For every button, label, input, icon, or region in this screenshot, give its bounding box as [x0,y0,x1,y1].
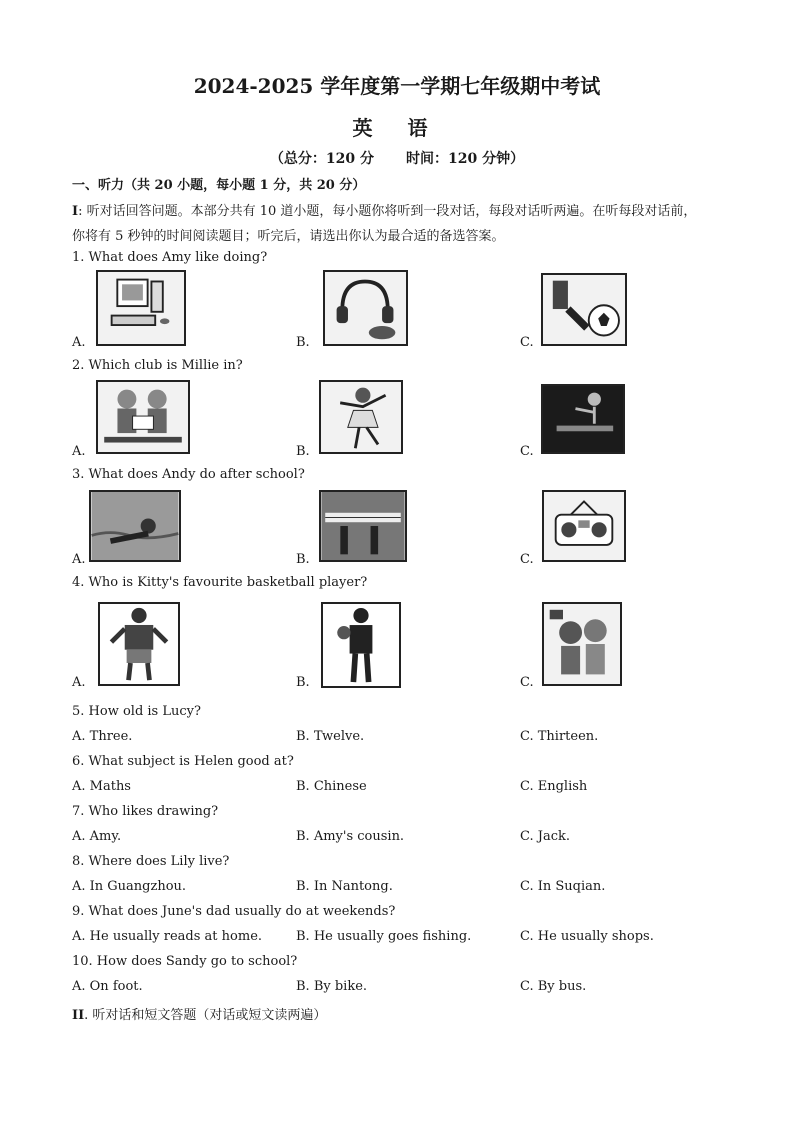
q10-option-b[interactable]: B. By bike. [296,979,368,994]
question-10: 10. How does Sandy go to school? [72,954,298,969]
q7-option-a[interactable]: A. Amy. [72,829,122,844]
exam-info [0,148,794,168]
radio-icon[interactable] [542,490,626,562]
volleyball-icon[interactable] [319,490,407,562]
subject-title: 英 语 [352,116,442,140]
q9-option-b[interactable]: B. He usually goes fishing. [296,929,472,944]
q5-option-a[interactable]: A. Three. [72,729,133,744]
basketball-player-icon[interactable] [98,602,180,686]
headphones-icon[interactable] [323,270,408,346]
reading-kids-icon[interactable] [96,380,190,454]
table-tennis-icon[interactable] [541,384,625,454]
basketball-player-icon[interactable] [321,602,401,688]
q3-option-a[interactable]: A. [72,552,86,567]
q7-option-c[interactable]: C. Jack. [520,829,571,844]
question-8: 8. Where does Lily live? [72,854,230,869]
q2-option-a[interactable]: A. [72,444,86,459]
question-3: 3. What does Andy do after school? [72,467,305,482]
q8-option-c[interactable]: C. In Suqian. [520,879,606,894]
football-icon[interactable] [541,273,627,346]
question-4: 4. Who is Kitty's favourite basketball player? [72,575,368,590]
q2-option-b[interactable]: B. [296,444,310,459]
q3-option-c[interactable]: C. [520,552,534,567]
q7-option-b[interactable]: B. Amy's cousin. [296,829,405,844]
question-9: 9. What does June's dad usually do at weekends? [72,904,396,919]
q1-option-a[interactable]: A. [72,335,86,350]
q4-option-b[interactable]: B. [296,675,310,690]
exam-time: 时间：120 分钟） [406,151,525,167]
question-5: 5. How old is Lucy? [72,704,201,719]
q2-option-c[interactable]: C. [520,444,534,459]
q6-option-a[interactable]: A. Maths [72,779,131,794]
part1-instructions-2: 你将有 5 秒钟的时间阅读题目；听完后，请选出你认为最合适的备选答案。 [72,229,505,244]
two-kids-icon[interactable] [542,602,622,686]
q5-option-c[interactable]: C. Thirteen. [520,729,599,744]
question-7: 7. Who likes drawing? [72,804,219,819]
part1-instructions: I: 听对话回答问题。本部分共有 10 道小题，每小题你将听到一段对话，每段对话听两遍。在听每段对话前， [72,204,697,219]
total-score: （总分：120 分 [269,151,374,167]
dancing-girl-icon[interactable] [319,380,403,454]
exam-title: 2024-2025 学年度第一学期七年级期中考试 [193,74,601,98]
q6-option-c[interactable]: C. English [520,779,588,794]
question-1: 1. What does Amy like doing? [72,250,268,265]
q10-option-c[interactable]: C. By bus. [520,979,587,994]
section-heading: 一、听力（共 20 小题，每小题 1 分，共 20 分） [72,178,366,193]
q3-option-b[interactable]: B. [296,552,310,567]
q6-option-b[interactable]: B. Chinese [296,779,367,794]
q8-option-a[interactable]: A. In Guangzhou. [72,879,187,894]
q1-option-c[interactable]: C. [520,335,534,350]
q5-option-b[interactable]: B. Twelve. [296,729,365,744]
q4-option-c[interactable]: C. [520,675,534,690]
q10-option-a[interactable]: A. On foot. [72,979,143,994]
q9-option-c[interactable]: C. He usually shops. [520,929,654,944]
section-2-heading: II. 听对话和短文答题（对话或短文读两遍） [72,1008,327,1023]
question-6: 6. What subject is Helen good at? [72,754,294,769]
q4-option-a[interactable]: A. [72,675,86,690]
q9-option-a[interactable]: A. He usually reads at home. [72,929,263,944]
question-2: 2. Which club is Millie in? [72,358,243,373]
computer-icon[interactable] [96,270,186,346]
q1-option-b[interactable]: B. [296,335,310,350]
q8-option-b[interactable]: B. In Nantong. [296,879,393,894]
swimming-icon[interactable] [89,490,181,562]
